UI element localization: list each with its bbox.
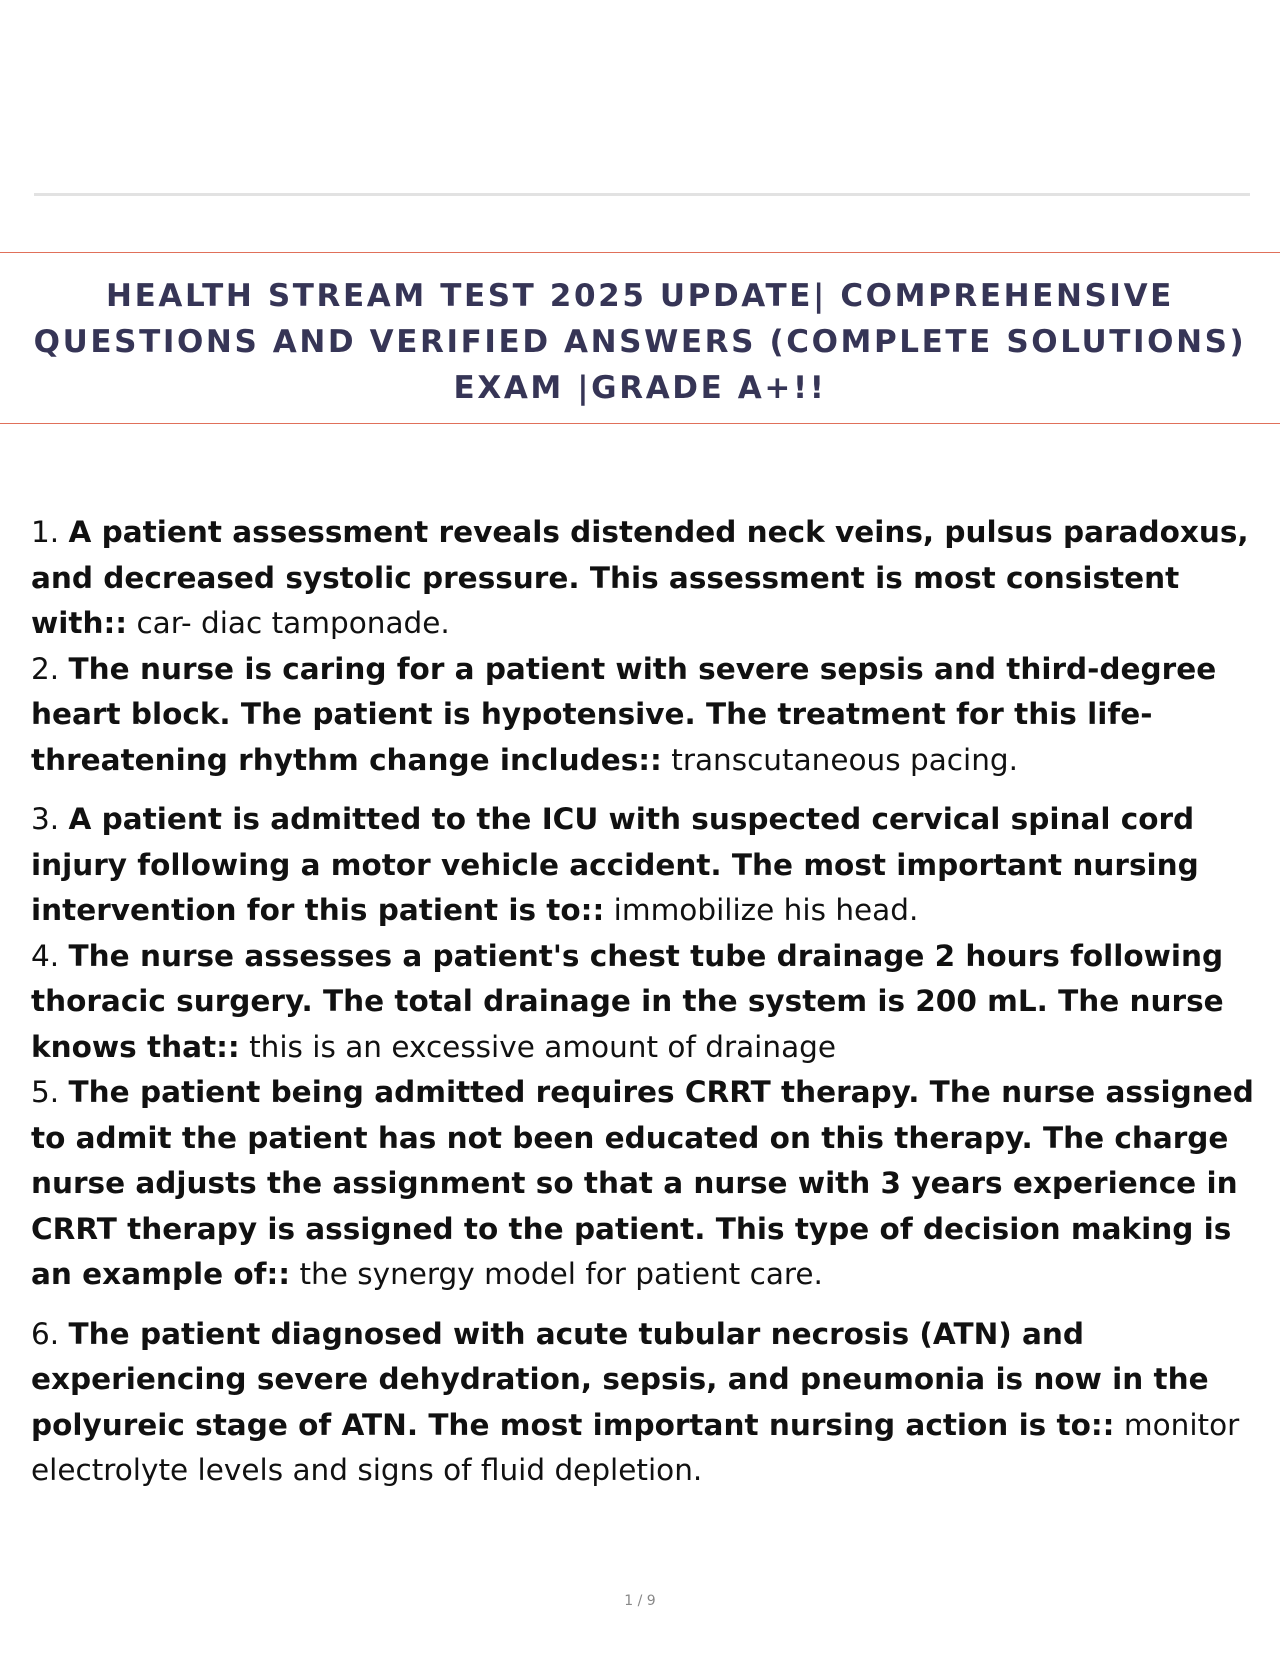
answer-text: transcutaneous pacing. — [671, 742, 1019, 777]
question-text: A patient is admitted to the ICU with suspected cervical spinal cord injury following a motor vehicle accident. The most important nursing intervention for this patient is to:: — [31, 802, 1199, 927]
question-text: The nurse is caring for a patient with severe sepsis and third-degree heart block. The patient is hypotensive. The treatment for this life-threatening rhythm change includes:: — [31, 651, 1217, 777]
question-list — [31, 510, 1267, 1494]
question-item-2 — [31, 647, 1267, 784]
page-number: 1 / 9 — [624, 1593, 656, 1609]
question-item-6 — [31, 1312, 1267, 1494]
question-number: 1. — [31, 515, 60, 549]
question-text: The patient diagnosed with acute tubular necrosis (ATN) and experiencing severe dehydration, sepsis, and pneumonia is now in the polyureic stage of ATN. The most important nursing action is to:: — [31, 1316, 1209, 1442]
question-number: 2. — [31, 651, 60, 686]
question-number: 5. — [31, 1075, 60, 1109]
answer-text: monitor electrolyte levels and signs of fluid depletion. — [31, 1407, 1240, 1487]
question-item-1 — [31, 510, 1267, 647]
title-banner — [0, 252, 1280, 424]
question-text: The nurse assesses a patient's chest tube drainage 2 hours following thoracic surgery. The total drainage in the system is 200 mL. The nurse knows that:: — [31, 938, 1224, 1064]
answer-text: immobilize his head. — [613, 893, 919, 927]
question-number: 3. — [31, 802, 60, 836]
question-text: The patient being admitted requires CRRT therapy. The nurse assigned to admit the patient has not been educated on this therapy. The charge nurse adjusts the assignment so that a nurse with 3 years experience in CRRT therapy is assigned to the patient. This type of decision making is an example of:: — [31, 1075, 1254, 1291]
question-number: 4. — [31, 938, 60, 973]
answer-text: this is an excessive amount of drainage — [249, 1029, 837, 1064]
document-title: HEALTH STREAM TEST 2025 UPDATE| COMPREHENSIVE QUESTIONS AND VERIFIED ANSWERS (COMPLETE SOLUTIONS) EXAM |GRADE A+!! — [33, 278, 1247, 406]
question-item-4 — [31, 934, 1267, 1071]
question-item-5 — [31, 1070, 1267, 1298]
question-text: A patient assessment reveals distended neck veins, pulsus paradoxus, and decreased systolic pressure. This assessment is most consistent with:: — [31, 515, 1249, 640]
answer-text: car- diac tamponade. — [136, 606, 450, 640]
question-number: 6. — [31, 1316, 60, 1351]
question-item-3 — [31, 797, 1267, 934]
header-divider — [34, 193, 1250, 196]
answer-text: the synergy model for patient care. — [299, 1257, 823, 1291]
